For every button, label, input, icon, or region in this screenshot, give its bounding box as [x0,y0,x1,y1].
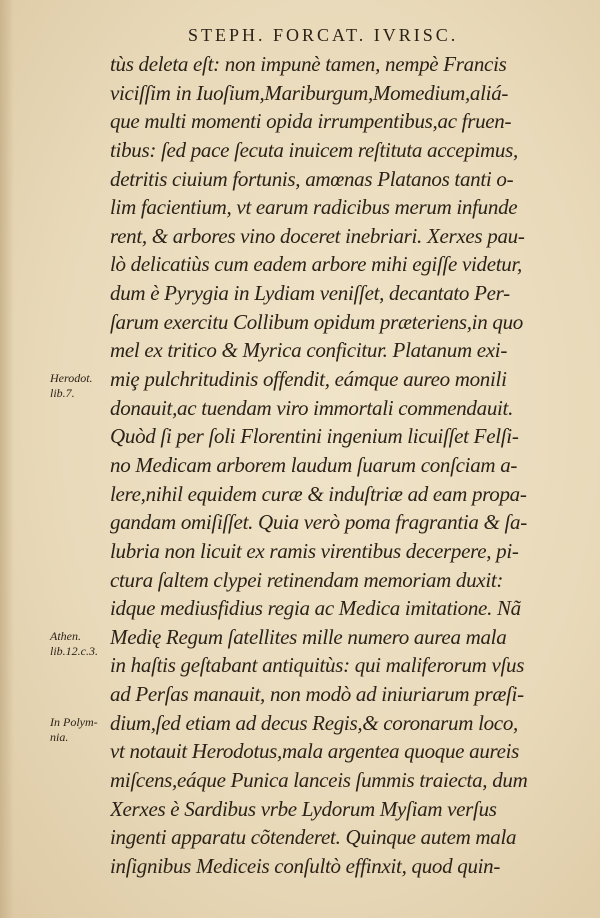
text-line: viciſſim in Iuoſium,Mariburgum,Momedium,aliá- [110,80,509,105]
margin-note [50,629,98,659]
text-line: mel ex tritico & Myrica conficitur. Platanum exi- [110,338,508,363]
text-line: lim facientium, vt earum radicibus merum infunde [110,195,518,220]
margin-note-line: nia. [50,729,69,744]
text-line: ad Perſas manauit, non modò ad iniuriarum prӕſi- [110,682,524,707]
text-line: tùs deleta eſt: non impunè tamen, nempè Francis [110,52,507,76]
margin-note [50,371,93,401]
text-line: donauit,ac tuendam viro immortali commendauit. [110,395,514,420]
margin-note [50,715,98,745]
page-gutter-shadow [0,0,14,918]
text-line: idque mediusfidius regia ac Medica imitatione. Nã [110,596,521,621]
text-line: gandam omiſiſſet. Quia verò poma fragrantia & ſa- [110,510,527,535]
text-line: ingenti apparatu cõtenderet. Quinque autem mala [110,825,517,850]
text-line: Xerxes è Sardibus vrbe Lydorum Myſiam verſus [110,796,497,821]
margin-note-line: In Polym- [50,714,98,729]
text-line: lò delicatiùs cum eadem arbore mihi egiſſe videtur, [110,252,523,277]
body-text [110,50,580,881]
margin-note-line: lib.7. [50,386,75,401]
text-line: in haſtis geſtabant antiquitùs: qui maliferorum vſus [110,653,525,678]
text-line: que multi momenti opida irrumpentibus,ac fruen- [110,109,512,134]
text-line: lubria non licuit ex ramis virentibus decerpere, pi- [110,538,519,563]
running-header: STEPH. FORCAT. IVRISC. [188,25,459,45]
text-line: lere,nihil equidem curӕ & induſtriӕ ad eam propa- [110,481,527,506]
text-line: inſignibus Mediceis conſultò effinxit, quod quin- [110,853,501,878]
text-line: dum è Pyrygia in Lydiam veniſſet, decantato Per- [110,281,510,306]
text-line: dium,ſed etiam ad decus Regis,& coronarum loco, [110,710,518,735]
text-line: no Medicam arborem laudum ſuarum conſciam a- [110,452,518,477]
text-line: Quòd ſi per ſoli Florentini ingenium licuiſſet Felſi- [110,424,519,449]
text-line: miſcens,eáque Punica lanceis ſummis traiecta, dum [110,768,528,793]
margin-note-line: lib.12.c.3. [50,644,98,658]
text-line: ſarum exercitu Collibum opidum prӕteriens,in quo [110,309,523,334]
text-line: tibus: ſed pace ſecuta inuicem reſtituta accepimus, [110,137,518,162]
margin-note-line: Athen. [50,629,81,643]
text-line: Medię Regum ſatellites mille numero aurea mala [110,624,507,649]
text-line: rent, & arbores vino doceret inebriari. Xerxes pau- [110,223,525,248]
text-line: miȩ pulchritudinis offendit, eámque aureo monili [110,367,507,392]
text-line: detritis ciuium fortunis, amœnas Platanos tanti o- [110,166,514,191]
margin-note-line: Herodot. [50,371,93,386]
text-line: ctura ſaltem clypei retinendam memoriam duxit: [110,567,504,592]
text-line: vt notauit Herodotus,mala argentea quoque aureis [110,739,520,764]
